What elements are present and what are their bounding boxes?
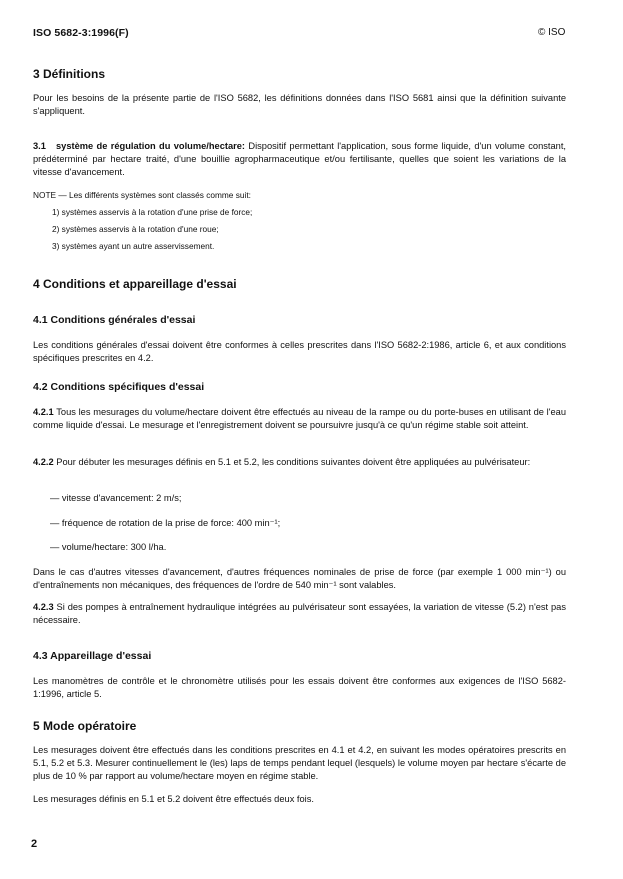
section-4-3-heading: 4.3 Appareillage d'essai [33,650,152,662]
section-4-3-text: Les manomètres de contrôle et le chronomètre utilisés pour les essais doivent être conformes aux exigences de l'ISO 5682-1:1996, article 5. [33,676,566,700]
clause-text: Si des pompes à entraînement hydraulique intégrées au pulvérisateur sont essayées, la variation de vitesse (5.2) n'est pas nécessaire. [33,602,566,626]
section-4-heading: 4 Conditions et appareillage d'essai [33,277,237,291]
note-item: 3) systèmes ayant un autre asservissement. [52,241,215,251]
clause-text: Tous les mesurages du volume/hectare doivent être effectués au niveau de la rampe ou du porte-buses en utilisant de l'eau comme liquide d'essai. Le mesurage et l'enregistrement doivent se poursuivre jusqu'à ce qu'un régime stable soit atteint. [33,407,566,431]
clause-4-2-3 [33,601,566,627]
clause-number: 4.2.1 [33,407,54,417]
list-item: — volume/hectare: 300 l/ha. [50,542,167,552]
section-4-1-heading: 4.1 Conditions générales d'essai [33,314,196,326]
definition-term: système de régulation du volume/hectare: [55,141,246,151]
clause-4-2-1 [33,406,566,432]
section-3-heading: 3 Définitions [33,67,106,81]
section-5-paragraph-1: Les mesurages doivent être effectués dans les conditions prescrites en 4.1 et 4.2, en suivant les modes opératoires prescrits en 5.1, 5.2 et 5.3. Mesurer continuellement le (les) laps de temps pendant lequel (lesquels) le volume moyen par hectare s'écarte de plus de 10 % par rapport au volume/hectare moyen en régime stable. [33,745,566,782]
clause-number: 4.2.2 [33,457,54,467]
clause-4-2-2 [33,456,566,469]
section-5-heading: 5 Mode opératoire [33,719,137,733]
note-item: 2) systèmes asservis à la rotation d'une roue; [52,224,219,234]
note-label: NOTE — Les différents systèmes sont classés comme suit: [33,190,251,200]
clause-4-2-2-continuation: Dans le cas d'autres vitesses d'avancement, d'autres fréquences nominales de prise de force (par exemple 1 000 min⁻¹) ou d'entraînements non mécaniques, des fréquences de l'ordre de 540 min⁻¹ sont valables. [33,567,566,591]
definition-text: Dispositif permettant l'application, sous forme liquide, d'un volume constant, prédéterminé par hectare traité, d'une bouillie agropharmaceutique et/ou fertilisante, quelles que soient les variations de la vitesse d'avancement. [33,141,567,178]
section-3-intro: Pour les besoins de la présente partie de l'ISO 5682, les définitions données dans l'ISO 5681 ainsi que la définition suivante s'appliquent. [33,93,566,117]
list-item: — vitesse d'avancement: 2 m/s; [50,493,182,503]
section-5-paragraph-2: Les mesurages définis en 5.1 et 5.2 doivent être effectués deux fois. [33,794,314,804]
copyright-mark: © ISO [538,27,566,38]
clause-number: 4.2.3 [33,602,54,612]
definition-3-1 [33,140,566,180]
page-number: 2 [31,838,38,850]
definition-number: 3.1 [33,141,46,151]
list-item: — fréquence de rotation de la prise de force: 400 min⁻¹; [50,518,281,528]
section-4-2-heading: 4.2 Conditions spécifiques d'essai [33,381,205,393]
clause-text: Pour débuter les mesurages définis en 5.1 et 5.2, les conditions suivantes doivent être appliquées au pulvérisateur: [53,457,531,467]
standard-reference: ISO 5682-3:1996(F) [33,27,129,39]
note-item: 1) systèmes asservis à la rotation d'une prise de force; [52,207,253,217]
section-4-1-text: Les conditions générales d'essai doivent être conformes à celles prescrites dans l'ISO 5682-2:1986, article 6, et aux conditions spécifiques prescrites en 4.2. [33,340,566,364]
